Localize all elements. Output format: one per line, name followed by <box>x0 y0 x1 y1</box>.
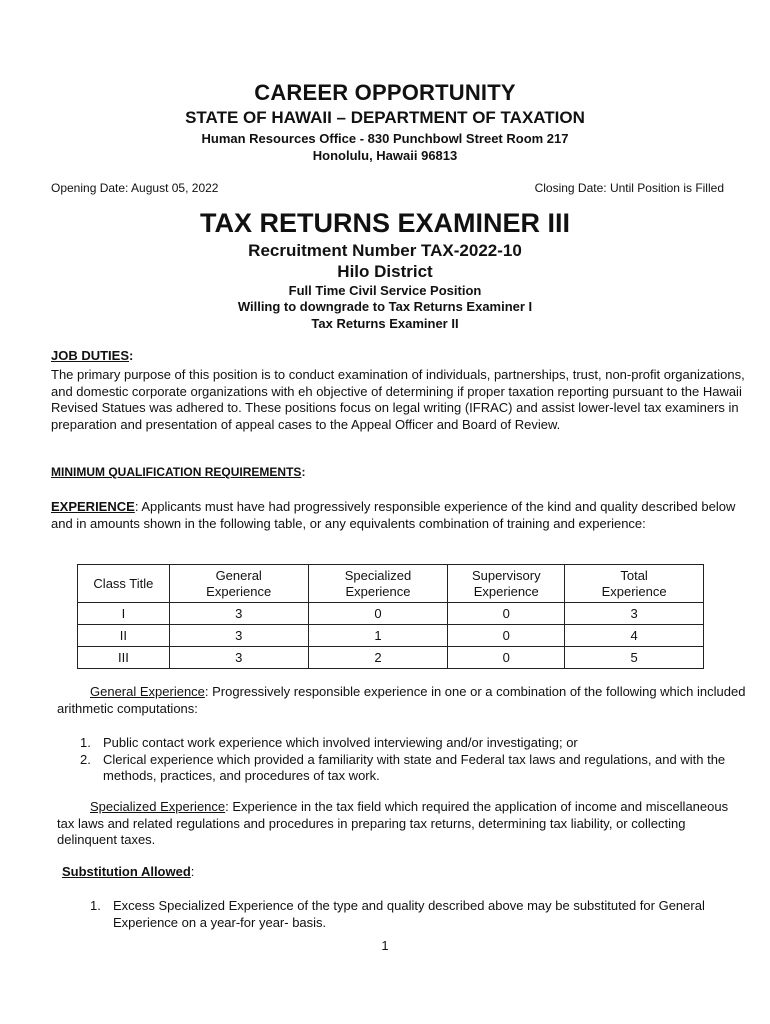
closing-date: Closing Date: Until Position is Filled <box>534 181 724 195</box>
experience-paragraph <box>51 499 751 532</box>
list-text: Public contact work experience which involved interviewing and/or investigating; or <box>103 735 578 750</box>
experience-text: : Applicants must have had progressively responsible experience of the kind and quality described below and in amounts shown in the following table, or any equivalents combination of training and experience: <box>51 499 736 531</box>
list-item <box>80 752 730 785</box>
cell-general: 3 <box>169 625 308 647</box>
general-experience-list <box>80 735 730 785</box>
list-text: Clerical experience which provided a familiarity with state and Federal tax laws and regulations, and with the methods, practices, and procedures of tax work. <box>103 751 726 783</box>
min-qual-heading <box>51 465 305 479</box>
substitution-list <box>90 898 730 931</box>
list-item <box>80 735 730 752</box>
opening-date: Opening Date: August 05, 2022 <box>51 181 219 195</box>
job-duties-text: The primary purpose of this position is to conduct examination of individuals, partnerships, trust, non-profit organizations, and domestic corporate organizations with eh objective of determining if proper taxation reporting pursuant to the Hawaii Revised Statues was adhered to. These positions focus on legal writing (IFRAC) and assist lower-level tax examiners in preparation and presentation of appeal cases to the Appeal Officer and Board of Review. <box>51 367 745 432</box>
page-number: 1 <box>381 938 389 953</box>
position-type: Full Time Civil Service Position <box>288 283 482 298</box>
page-title: CAREER OPPORTUNITY <box>254 80 516 105</box>
experience-label: EXPERIENCE <box>51 499 135 514</box>
cell-supervisory: 0 <box>448 603 565 625</box>
cell-general: 3 <box>169 603 308 625</box>
district: Hilo District <box>337 262 433 281</box>
list-text: Excess Specialized Experience of the type and quality described above may be substituted for General Experience on a year-for year- basis. <box>113 898 705 930</box>
cell-class: I <box>78 603 170 625</box>
downgrade-line-1: Willing to downgrade to Tax Returns Examiner I <box>237 299 533 314</box>
min-qual-colon: : <box>301 465 306 479</box>
substitution-colon: : <box>190 864 195 879</box>
cell-general: 3 <box>169 647 308 669</box>
table-row <box>78 625 704 647</box>
cell-total: 5 <box>565 647 704 669</box>
job-duties-label: JOB DUTIES <box>51 348 130 363</box>
list-item <box>90 898 730 931</box>
table-row <box>78 603 704 625</box>
header-general: General Experience <box>169 565 308 603</box>
address-line-1: Human Resources Office - 830 Punchbowl Street Room 217 <box>201 131 569 146</box>
substitution-label: Substitution Allowed <box>62 864 191 879</box>
department-heading: STATE OF HAWAII – DEPARTMENT OF TAXATION <box>185 108 585 127</box>
min-qual-label: MINIMUM QUALIFICATION REQUIREMENTS <box>51 465 302 479</box>
cell-specialized: 2 <box>308 647 448 669</box>
header-total: Total Experience <box>565 565 704 603</box>
general-experience-paragraph <box>57 684 747 717</box>
header-specialized: Specialized Experience <box>308 565 448 603</box>
downgrade-line-2: Tax Returns Examiner II <box>311 316 459 331</box>
substitution-heading <box>62 864 194 879</box>
job-duties-colon: : <box>129 348 134 363</box>
header-class-title: Class Title <box>78 565 170 603</box>
cell-supervisory: 0 <box>448 625 565 647</box>
job-title: TAX RETURNS EXAMINER III <box>199 208 571 238</box>
list-number: 2. <box>80 751 91 767</box>
cell-specialized: 1 <box>308 625 448 647</box>
recruitment-number: Recruitment Number TAX-2022-10 <box>248 241 522 260</box>
table-header-row <box>78 565 704 603</box>
job-duties-heading <box>51 348 133 363</box>
cell-class: III <box>78 647 170 669</box>
header-supervisory: Supervisory Experience <box>448 565 565 603</box>
experience-table <box>77 564 704 669</box>
specialized-experience-label: Specialized Experience <box>90 799 226 814</box>
general-experience-text: : Progressively responsible experience in one or a combination of the following which included arithmetic computations: <box>57 684 746 716</box>
cell-total: 3 <box>565 603 704 625</box>
cell-class: II <box>78 625 170 647</box>
specialized-experience-text: : Experience in the tax field which required the application of income and miscellaneous tax laws and related regulations and procedures in preparing tax returns, determining tax liability, or collecting delinquent taxes. <box>57 799 729 847</box>
list-number: 1. <box>80 735 91 750</box>
cell-supervisory: 0 <box>448 647 565 669</box>
address-line-2: Honolulu, Hawaii 96813 <box>312 148 458 163</box>
list-number: 1. <box>90 898 101 913</box>
general-experience-label: General Experience <box>90 684 205 699</box>
cell-specialized: 0 <box>308 603 448 625</box>
specialized-experience-paragraph <box>57 799 747 849</box>
table-row <box>78 647 704 669</box>
cell-total: 4 <box>565 625 704 647</box>
